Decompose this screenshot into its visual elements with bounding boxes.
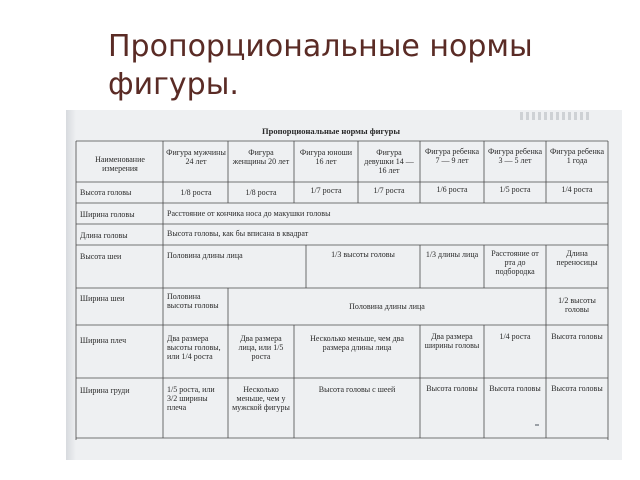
header-girl: Фигура девушки 14 — 16 лет xyxy=(364,148,414,175)
shoulder-width-child-1: Высота головы xyxy=(551,332,603,341)
header-child-3-5: Фигура ребенка 3 — 5 лет xyxy=(487,147,543,165)
shoulder-width-woman: Два размера лица, или 1/5 роста xyxy=(238,334,284,361)
neck-width-middle: Половина длины лица xyxy=(349,302,425,311)
shoulder-width-child-3-5: 1/4 роста xyxy=(499,332,531,341)
header-woman: Фигура женщины 20 лет xyxy=(232,148,290,166)
row-head-height-label: Высота головы xyxy=(80,188,132,197)
header-youth: Фигура юноши 16 лет xyxy=(299,148,353,166)
head-length-value: Высота головы, как бы вписана в квадрат xyxy=(167,229,309,238)
head-height-child-7-9: 1/6 роста xyxy=(436,185,468,194)
head-width-value: Расстояние от кончика носа до макушки головы xyxy=(167,209,331,218)
row-chest-width-label: Ширина груди xyxy=(80,386,130,395)
row-shoulder-width-label: Ширина плеч xyxy=(80,336,127,345)
header-man: Фигура мужчины 24 лет xyxy=(166,148,226,166)
head-height-child-3-5: 1/5 роста xyxy=(499,185,531,194)
neck-width-child-1: 1/2 высоты головы xyxy=(558,296,596,314)
head-height-woman: 1/8 роста xyxy=(245,188,277,197)
chest-width-man: 1/5 роста, или 3/2 ширины плеча xyxy=(167,385,215,412)
row-head-length-label: Длина головы xyxy=(80,231,128,240)
chest-width-child-7-9: Высота головы xyxy=(426,384,478,393)
scan-artifact xyxy=(520,112,592,120)
chest-width-child-1: Высота головы xyxy=(551,384,603,393)
neck-height-child-3-5: Расстояние от рта до подбородка xyxy=(491,249,539,276)
neck-height-youth-girl: 1/3 высоты головы xyxy=(331,250,395,259)
shoulder-width-youth-girl: Несколько меньше, чем два размера длины лица xyxy=(310,334,404,352)
neck-height-child-1: Длина переносицы xyxy=(556,249,598,267)
head-height-youth: 1/7 роста xyxy=(310,186,342,195)
shoulder-width-child-7-9: Два размера ширины головы xyxy=(424,332,480,350)
shoulder-width-man: Два размера высоты головы, или 1/4 роста xyxy=(167,334,221,361)
slide-title: Пропорциональные нормы фигуры. xyxy=(108,29,533,102)
header-measurement: Наименование измерения xyxy=(95,155,145,173)
header-child-1: Фигура ребенка 1 года xyxy=(549,147,605,165)
neck-height-child-7-9: 1/3 длины лица xyxy=(425,250,479,259)
row-neck-width-label: Ширина шеи xyxy=(80,294,125,303)
chest-width-child-3-5: Высота головы xyxy=(489,384,541,393)
neck-width-man: Половина высоты головы xyxy=(167,292,219,310)
head-height-child-1: 1/4 роста xyxy=(561,185,593,194)
chest-width-woman: Несколько меньше, чем у мужской фигуры xyxy=(232,385,290,412)
scan-shadow xyxy=(66,110,76,460)
row-neck-height-label: Высота шеи xyxy=(80,252,122,261)
scan-speck xyxy=(535,424,539,426)
row-head-width-label: Ширина головы xyxy=(80,210,135,219)
head-height-girl: 1/7 роста xyxy=(373,186,405,195)
head-height-man: 1/8 роста xyxy=(180,188,212,197)
neck-height-man-woman: Половина длины лица xyxy=(167,251,243,260)
header-child-7-9: Фигура ребенка 7 — 9 лет xyxy=(424,147,480,165)
table-caption: Пропорциональные нормы фигуры xyxy=(262,126,400,136)
chest-width-youth-girl: Высота головы с шеей xyxy=(318,385,396,394)
